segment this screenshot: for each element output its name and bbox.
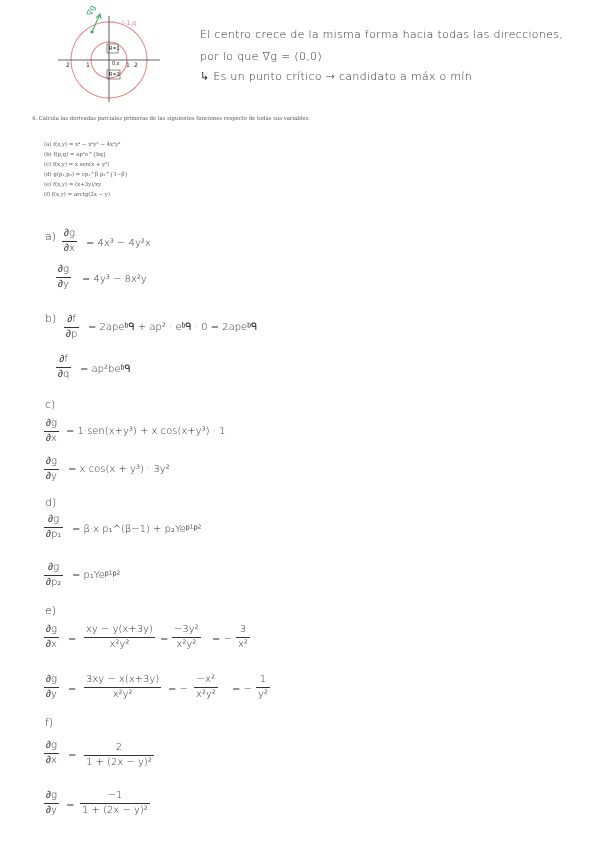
answer-e-d1-f1-num: xy − y(x+3y) (86, 624, 153, 635)
answer-e-d2-f3 (256, 674, 270, 701)
answer-a-letter: a) (45, 230, 57, 243)
answer-a-d1-rhs: = 4x³ − 4y²x (86, 238, 151, 249)
answer-c-d2-num: ∂g (46, 456, 57, 467)
answer-f-d1-f-den: 1 + (2x − y)² (86, 757, 152, 768)
answer-e-d2-f1-num: 3xy − x(x+3y) (86, 674, 160, 685)
exercise-statement: 4. Calcula las derivadas parciales primeras de las siguientes funciones respecto de todas sus variables: (32, 116, 310, 122)
answer-e-d1-f3 (236, 624, 250, 651)
answer-e-d1-num: ∂g (46, 624, 57, 635)
answer-e-d2-den: x²y² (112, 689, 133, 700)
gradient-point (91, 31, 94, 34)
fraction-bar (44, 637, 59, 638)
answer-f-d2-den: ∂y (46, 805, 57, 816)
answer-e-d1-f1-den: x²y² (109, 639, 130, 650)
answer-d-d1-rhs: = β·x p₁^(β−1) + p₂Yeᵖ¹ᵖ² (72, 524, 202, 535)
answer-f-d1-f-num: 2 (115, 742, 123, 753)
fraction-bar (84, 637, 155, 638)
fraction-bar (44, 687, 59, 688)
answer-d-d1-frac (44, 514, 63, 541)
fraction-bar (84, 687, 161, 688)
answer-c-d1-den: ∂x (46, 433, 57, 444)
answer-e-d2-f2-den: x²y² (196, 689, 216, 700)
fraction-bar (44, 753, 59, 754)
answer-d-letter: d) (45, 496, 57, 509)
answer-c-d2-rhs: = x cos(x + y³) · 3y² (68, 464, 170, 475)
answer-f-d1-frac (44, 740, 59, 767)
fraction-bar (84, 755, 154, 756)
exercise-item-c: (c) f(x,y) = x sen(x + y³) (44, 162, 110, 168)
answer-f-letter: f) (45, 716, 54, 729)
answer-b-d2-rhs: = ap²beᵇᑫ (80, 364, 131, 375)
fraction-bar (62, 241, 77, 242)
answer-e-minus-1: = − (212, 634, 232, 645)
answer-e-d1-f3-den: x² (238, 639, 248, 650)
curve-label: (-1,q (122, 20, 137, 27)
answer-c-d2-den: ∂y (46, 471, 57, 482)
answer-c-d1-rhs: = 1·sen(x+y³) + x cos(x+y³) · 1 (66, 426, 226, 437)
note-line-2: por lo que ∇g = (0,0) (200, 50, 322, 63)
note-line-3: ↳ Es un punto crítico → candidato a máx o mín (200, 70, 473, 83)
fraction-bar (44, 575, 63, 576)
fraction-bar (44, 803, 59, 804)
answer-a-d1-frac (62, 228, 77, 255)
answer-a-d1-den: ∂x (64, 243, 75, 254)
answer-c-letter: c) (45, 398, 56, 411)
answer-d-d2-num: ∂g (48, 562, 60, 573)
answer-f-d2-frac (44, 790, 59, 817)
exercise-item-d: (d) g(p₁,p₂) = cp₁^β p₂^{1−β} (44, 172, 128, 178)
exercise-item-e: (e) f(x,y) = (x+3y)/xy (44, 182, 102, 188)
axis-label-left-outer: 2 (66, 62, 70, 69)
answer-c-d2-frac (44, 456, 59, 483)
answer-a-d2-rhs: = 4y³ − 8x²y (82, 274, 147, 285)
answer-e-d1-f2 (172, 624, 201, 651)
answer-f-eq-2: = (66, 800, 75, 811)
box-label-r2: R=2 (109, 72, 120, 78)
answer-f-d1-num: ∂g (46, 740, 57, 751)
answer-e-minus-2: = − (168, 684, 188, 695)
answer-d-d2-rhs: = p₁Yeᵖ¹ᵖ² (72, 570, 121, 581)
fraction-bar (44, 431, 59, 432)
answer-b-letter: b) (45, 312, 57, 325)
axis-label-right-outer: 2 (134, 62, 138, 69)
answer-b-d1-num: ∂f (67, 314, 76, 325)
answer-a-d2-num: ∂g (58, 264, 69, 275)
box-label-r1: R=1 (109, 46, 120, 52)
answer-e-d2-frac (44, 674, 59, 701)
exercise-block (32, 116, 322, 214)
note-line-1: El centro crece de la misma forma hacia todas las direcciones, (200, 28, 564, 41)
answer-d-d1-den: ∂p₁ (46, 529, 62, 540)
level-curves-svg (52, 2, 162, 102)
answer-e-d2-den: ∂y (46, 689, 57, 700)
axis-label-left-inner: 1 (86, 62, 90, 69)
answer-f-d2-f-num: −1 (107, 790, 123, 801)
answer-b-d2-num: ∂f (59, 354, 68, 365)
answer-a-d2-frac (56, 264, 71, 291)
fraction-bar (80, 803, 150, 804)
fraction-bar (56, 367, 71, 368)
answer-b-d1-frac (64, 314, 79, 341)
answer-e-minus-3: = − (232, 684, 252, 695)
fraction-bar (44, 527, 63, 528)
answer-e-eq-1: = (68, 634, 77, 645)
answer-e-d2-f3-num: 1 (259, 674, 267, 685)
level-curves-diagram (52, 2, 162, 102)
answer-f-d1-den: ∂x (46, 755, 57, 766)
axis-label-right-inner: 1 (126, 62, 130, 69)
answer-b-d1-rhs: = 2apeᵇᑫ + ap² · eᵇᑫ · 0 = 2apeᵇᑫ (88, 322, 258, 333)
fraction-bar (236, 637, 250, 638)
answer-e-letter: e) (45, 604, 57, 617)
answer-a-d1-num: ∂g (64, 228, 75, 239)
answer-f-d2-f (80, 790, 150, 817)
exercise-item-a: (a) f(x,y) = x⁴ − x²y² − 4x²y³ (44, 142, 121, 148)
answer-e-d1-f2-den: x²y² (176, 639, 197, 650)
answer-e-d1-f2-num: −3y² (174, 624, 199, 635)
answer-c-d1-num: ∂g (46, 418, 57, 429)
answer-d-d2-den: ∂p₂ (46, 577, 62, 588)
answer-f-d2-f-den: 1 + (2x − y)² (82, 805, 148, 816)
exercise-item-f: (f) f(x,y) = arctg(2x − y) (44, 192, 110, 198)
answer-f-eq-1: = (68, 750, 77, 761)
answer-c-d1-frac (44, 418, 59, 445)
answer-e-eq-2: = (160, 634, 169, 645)
answer-b-d2-den: ∂q (58, 369, 70, 380)
answer-e-d1-frac (44, 624, 59, 651)
answer-e-d2-f1 (84, 674, 161, 701)
gradient-label: ∇g (85, 4, 98, 17)
answer-e-d1-den: ∂x (46, 639, 57, 650)
answer-b-d2-frac (56, 354, 71, 381)
fraction-bar (194, 687, 218, 688)
fraction-bar (56, 277, 71, 278)
answer-f-d1-f (84, 742, 154, 769)
answer-e-d1-f3-num: 3 (239, 624, 247, 635)
answer-e-eq-3: = (68, 684, 77, 695)
center-label: 0,s (112, 61, 120, 67)
answer-a-d2-den: ∂y (58, 279, 69, 290)
answer-d-d1-num: ∂g (48, 514, 60, 525)
answer-b-d1-den: ∂p (66, 329, 78, 340)
answer-e-d2-num: ∂g (46, 674, 57, 685)
answer-e-d1-f1 (84, 624, 155, 651)
fraction-bar (256, 687, 270, 688)
answer-d-d2-frac (44, 562, 63, 589)
answer-e-d2-f2-num: −x² (196, 674, 216, 685)
answer-e-d2-f3-den: y² (258, 689, 268, 700)
exercise-item-b: (b) f(p,q) = ap²e^{bq} (44, 152, 107, 158)
fraction-bar (64, 327, 79, 328)
answer-e-d2-f2 (194, 674, 218, 701)
fraction-bar (172, 637, 201, 638)
fraction-bar (44, 469, 59, 470)
answer-f-d2-num: ∂g (46, 790, 57, 801)
